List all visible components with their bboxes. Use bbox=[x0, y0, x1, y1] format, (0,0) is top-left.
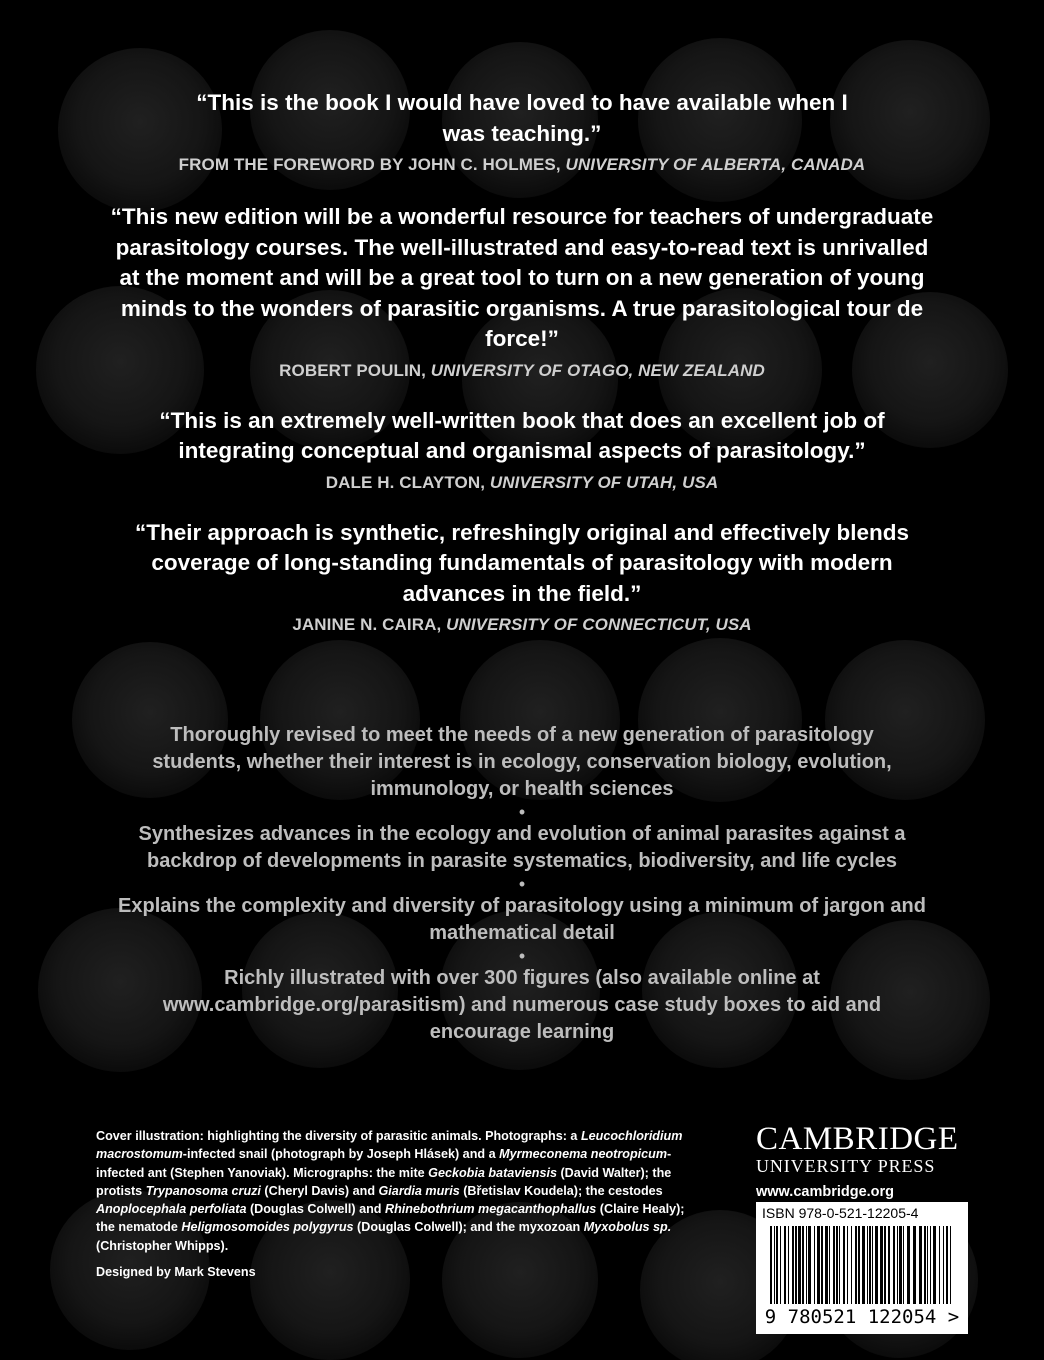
source-name: DALE H. CLAYTON, bbox=[325, 472, 490, 492]
barcode-bar bbox=[884, 1226, 886, 1304]
bullet-separator: • bbox=[518, 802, 526, 822]
isbn-barcode bbox=[756, 1202, 968, 1334]
barcode-bar bbox=[855, 1226, 857, 1304]
endorsement-poulin bbox=[110, 202, 934, 383]
feature-item: Synthesizes advances in the ecology and evolution of animal parasites against a backdrop of developments in parasite systematics, biodiversity, and life cycles bbox=[138, 823, 906, 872]
barcode-bar bbox=[784, 1226, 786, 1304]
barcode-bar bbox=[907, 1226, 910, 1304]
barcode-bar bbox=[872, 1226, 873, 1304]
barcode-bar bbox=[950, 1226, 951, 1304]
barcode-bar bbox=[814, 1226, 815, 1304]
source-affiliation: UNIVERSITY OF UTAH, USA bbox=[489, 472, 719, 492]
barcode-bar bbox=[833, 1226, 835, 1304]
barcode-bar bbox=[880, 1226, 883, 1304]
endorsement-caira bbox=[107, 518, 937, 638]
bullet-separator: • bbox=[518, 946, 526, 966]
barcode-bar bbox=[843, 1226, 845, 1304]
barcode-bar bbox=[862, 1226, 865, 1304]
barcode-bar bbox=[839, 1226, 840, 1304]
barcode-bar bbox=[924, 1226, 926, 1304]
endorsements bbox=[60, 88, 984, 661]
barcode-bar bbox=[792, 1226, 794, 1304]
endorsement-holmes bbox=[177, 88, 867, 177]
barcode-bar bbox=[869, 1226, 871, 1304]
barcode-bar bbox=[933, 1226, 936, 1304]
endorsement-clayton bbox=[127, 406, 917, 495]
barcode-bar bbox=[858, 1226, 860, 1304]
barcode-bar bbox=[770, 1226, 772, 1304]
isbn-label: ISBN 978-0-521-12205-4 bbox=[762, 1205, 919, 1221]
feature-list bbox=[60, 722, 984, 1046]
feature-item: Thoroughly revised to meet the needs of a new generation of parasitology students, whether their interest is in ecology, conservation biology, evolution, immunology, or health sciences bbox=[152, 724, 892, 800]
barcode-bar bbox=[806, 1226, 807, 1304]
barcode-bar bbox=[836, 1226, 838, 1304]
barcode-bar bbox=[893, 1226, 895, 1304]
barcode-bar bbox=[939, 1226, 940, 1304]
barcode-bar bbox=[780, 1226, 781, 1304]
barcode-bar bbox=[943, 1226, 944, 1304]
quote-source bbox=[107, 613, 937, 637]
source-name: ROBERT POULIN, bbox=[279, 360, 431, 380]
barcode-bar bbox=[899, 1226, 902, 1304]
quote-source bbox=[110, 359, 934, 383]
barcode-bar bbox=[795, 1226, 797, 1304]
barcode-bar bbox=[927, 1226, 928, 1304]
barcode-bar bbox=[913, 1226, 916, 1304]
barcode-bar bbox=[825, 1226, 828, 1304]
barcode-bar bbox=[774, 1226, 775, 1304]
source-affiliation: UNIVERSITY OF ALBERTA, CANADA bbox=[565, 155, 866, 174]
barcode-bar bbox=[802, 1226, 804, 1304]
publisher-url: www.cambridge.org bbox=[756, 1184, 895, 1200]
barcode-bar bbox=[946, 1226, 948, 1304]
quote-source bbox=[127, 471, 917, 495]
source-affiliation: UNIVERSITY OF CONNECTICUT, USA bbox=[446, 615, 752, 634]
barcode-bar bbox=[788, 1226, 789, 1304]
barcode-bar bbox=[829, 1226, 830, 1304]
barcode-bar bbox=[919, 1226, 922, 1304]
source-name: JANINE N. CAIRA, bbox=[292, 615, 447, 634]
barcode-bar bbox=[776, 1226, 778, 1304]
barcode-bar bbox=[867, 1226, 868, 1304]
barcode-bar bbox=[821, 1226, 823, 1304]
barcode-bar bbox=[851, 1226, 852, 1304]
barcode-bars bbox=[762, 1226, 962, 1306]
quote-text: “Their approach is synthetic, refreshingly original and effectively blends coverage of long-standing fundamentals of parasitology with modern advances in the field.” bbox=[135, 519, 909, 606]
feature-item: Richly illustrated with over 300 figures (also available online at www.cambridge.org/parasitism) and numerous case study boxes to aid and encourage learning bbox=[162, 967, 882, 1043]
source-affiliation: UNIVERSITY OF OTAGO, NEW ZEALAND bbox=[430, 360, 765, 380]
source-name: FROM THE FOREWORD BY JOHN C. HOLMES, bbox=[178, 155, 566, 174]
barcode-bar bbox=[897, 1226, 898, 1304]
publisher-subtitle: UNIVERSITY PRESS bbox=[756, 1156, 936, 1176]
barcode-bar bbox=[930, 1226, 931, 1304]
barcode-bar bbox=[808, 1226, 811, 1304]
barcode-bar bbox=[875, 1226, 878, 1304]
bullet-separator: • bbox=[518, 874, 526, 894]
cover-credits: Cover illustration: highlighting the diversity of parasitic animals. Photographs: a Leucochloridium macrostomum-infected snail (photograph by Joseph Hlásek) and a Myrmeconema neotropicum-infected ant (Stephen Yanoviak). Micrographs: the mite Geckobia bataviensis (David Walter); the protists Trypanosoma cruzi (Cheryl Davis) and Giardia muris (Břetislav Koudela); the cestodes Anoplocephala perfoliata (Douglas Colwell) and Rhinebothrium megacanthophallus (Claire Healy); the nematode Heligmosomoides polygyrus (Douglas Colwell); and the myxozoan Myxobolus sp. (Christopher Whipps). bbox=[96, 1129, 685, 1253]
barcode-bar bbox=[903, 1226, 904, 1304]
quote-text: “This is an extremely well-written book that does an excellent job of integrating conceptual and organismal aspects of parasitology.” bbox=[159, 407, 885, 463]
designer-credit: Designed by Mark Stevens bbox=[96, 1265, 256, 1279]
barcode-bar bbox=[847, 1226, 848, 1304]
barcode-bar bbox=[798, 1226, 801, 1304]
quote-text: “This new edition will be a wonderful resource for teachers of undergraduate parasitology courses. The well-illustrated and easy-to-read text is unrivalled at the moment and will be a great tool to turn on a new generation of young minds to the wonders of parasitic organisms. A true parasitological tour de force!” bbox=[110, 204, 934, 351]
barcode-bar bbox=[817, 1226, 820, 1304]
feature-item: Explains the complexity and diversity of parasitology using a minimum of jargon and mathematical detail bbox=[118, 895, 926, 944]
quote-text: “This is the book I would have loved to have available when I was teaching.” bbox=[196, 90, 848, 146]
barcode-bar bbox=[888, 1226, 890, 1304]
quote-source bbox=[177, 153, 867, 177]
barcode-digits: 9 780521 122054 > bbox=[764, 1306, 960, 1328]
publisher-block bbox=[756, 1122, 970, 1202]
publisher-name: CAMBRIDGE bbox=[756, 1121, 959, 1157]
